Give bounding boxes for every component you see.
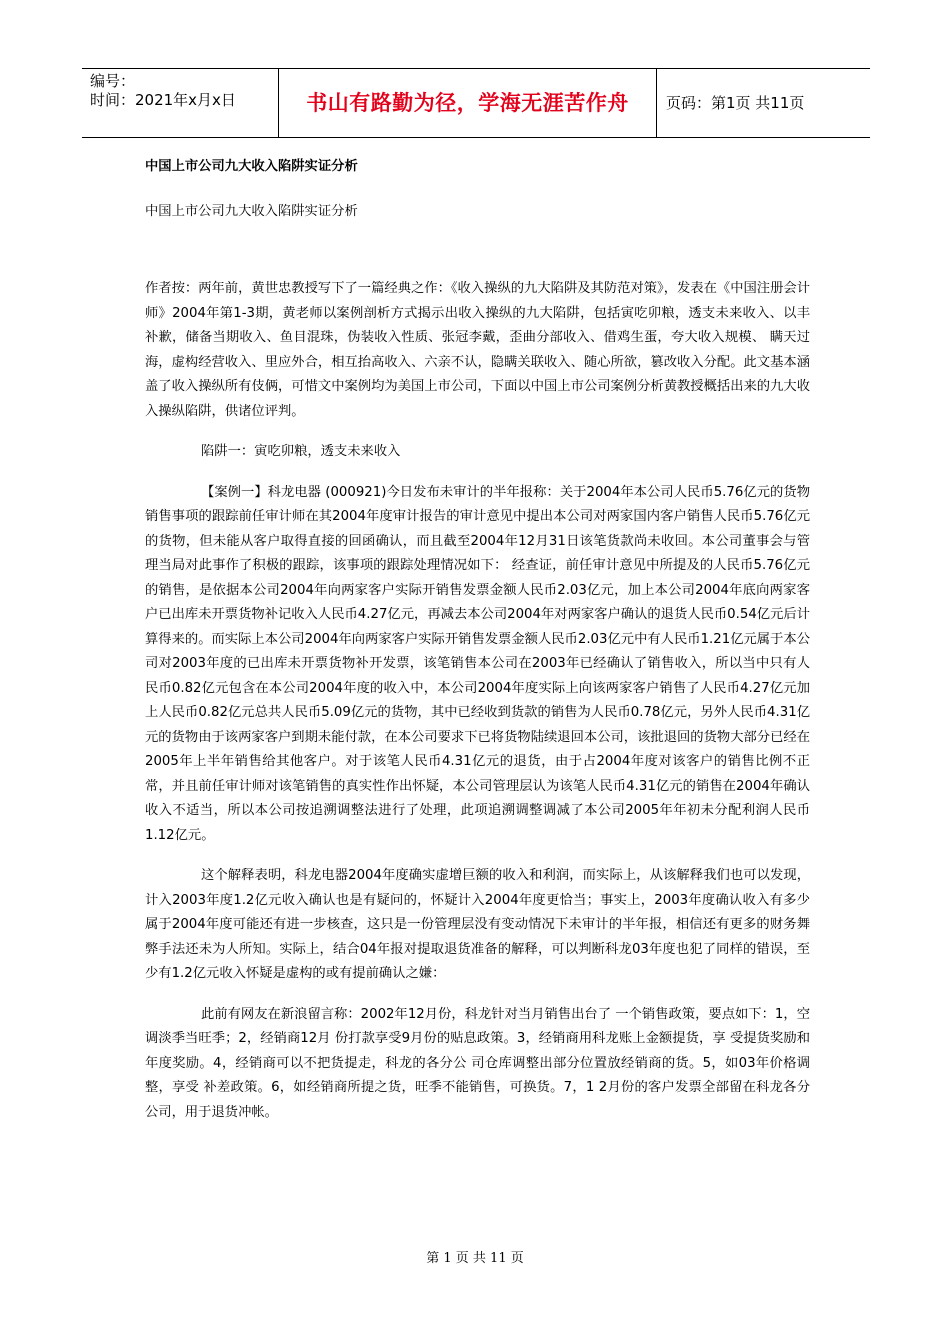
document-body — [145, 155, 810, 1125]
header-motto: 书山有路勤为径，学海无涯苦作舟 — [306, 91, 629, 115]
document-title-bold: 中国上市公司九大收入陷阱实证分析 — [145, 159, 358, 174]
header-meta — [90, 72, 270, 110]
header-divider-right — [656, 69, 657, 137]
paragraph-analysis: 这个解释表明，科龙电器2004年度确实虚增巨额的收入和利润，而实际上，从该解释我们也可以发现，计入2003年度1.2亿元收入确认也是有疑问的，怀疑计入2004年度更恰当；事实上，2003年度确认收入有多少属于2004年度可能还有进一步核查，这只是一份管理层没有变动情况下未审计的半年报，相信还有更多的财务舞弊手法还未为人所知。实际上，结合04年报对提取退货准备的解释，可以判断科龙03年度也犯了同样的错误，至少有1.2亿元收入怀疑是虚构的或有提前确认之嫌： — [145, 868, 810, 981]
section-heading-trap-one: 陷阱一：寅吃卯粮，透支未来收入 — [201, 444, 401, 459]
paragraph-case-one: 【案例一】科龙电器 (000921)今日发布未审计的半年报称：关于2004年本公司人民币5.76亿元的货物销售事项的跟踪前任审计师在其2004年度审计报告的审计意见中提出本公司对两家国内客户销售人民币5.76亿元的货物，但未能从客户取得直接的回函确认，而且截至2004年12月31日该笔货款尚未收回。本公司董事会与管理当局对此事作了积极的跟踪，该事项的跟踪处理情况如下： 经查证，前任审计意见中所提及的人民币5.76亿元的销售，是依据本公司2004年向两家客户实际开销售发票金额人民币2.03亿元，加上本公司2004年底向两家客户已出库未开票货物补记收入人民币4.27亿元，再减去本公司2004年对两家客户确认的退货人民币0.54亿元后计算得来的。而实际上本公司2004年向两家客户实际开销售发票金额人民币2.03亿元中有人民币1.21亿元属于本公司对2003年度的已出库未开票货物补开发票，该笔销售本公司在2003年已经确认了销售收入，所以当中只有人民币0.82亿元包含在本公司2004年度的收入中，本公司2004年度实际上向该两家客户销售了人民币4.27亿元加上人民币0.82亿元总共人民币5.09亿元的货物，其中已经收到货款的销售为人民币0.78亿元，另外人民币4.31亿元的货物由于该两家客户到期未能付款，在本公司要求下已将货物陆续退回本公司，该批退回的货物大部分已经在2005年上半年销售给其他客户。对于该笔人民币4.31亿元的退货，由于占2004年度对该客户的销售比例不正常，并且前任审计师对该笔销售的真实性作出怀疑，本公司管理层认为该笔人民币4.31亿元的销售在2004年确认收入不适当，所以本公司按追溯调整法进行了处理，此项追溯调整调减了本公司2005年年初未分配利润人民币1.12亿元。 — [145, 484, 810, 843]
document-time-label: 时间：2021年x月x日 — [90, 91, 236, 109]
page-footer: 第 1 页 共 11 页 — [426, 1251, 524, 1266]
document-title: 中国上市公司九大收入陷阱实证分析 — [145, 203, 358, 219]
paragraph-netizen-comment: 此前有网友在新浪留言称：2002年12月份，科龙针对当月销售出台了 一个销售政策，要点如下：1，空调淡季当旺季；2，经销商12月 份打款享受9月份的贴息政策。3，经销商用科龙账上金额提货，享 受提货奖励和年度奖励。4，经销商可以不把货提走，科龙的各分公 司仓库调整出部分位置放经销商的货。5，如03年价格调整，享受 补差政策。6，如经销商所提之货，旺季不能销售，可换货。7，1 2月份的客户发票全部留在科龙各分公司，用于退货冲帐。 — [145, 1006, 810, 1120]
paragraph-author-note: 作者按：两年前，黄世忠教授写下了一篇经典之作：《收入操纵的九大陷阱及其防范对策》，发表在《中国注册会计师》2004年第1-3期，黄老师以案例剖析方式揭示出收入操纵的九大陷阱，包括寅吃卯粮，透支未来收入、以丰补歉，储备当期收入、鱼目混珠，伪装收入性质、张冠李戴，歪曲分部收入、借鸡生蛋，夸大收入规模、 瞒天过海，虚构经营收入、里应外合，相互抬高收入、六亲不认，隐瞒关联收入、随心所欲，篡改收入分配。此文基本涵盖了收入操纵所有伎俩，可惜文中案例均为美国上市公司，下面以中国上市公司案例分析黄教授概括出来的九大收入操纵陷阱，供诸位评判。 — [145, 281, 810, 419]
page-header — [82, 68, 870, 138]
document-code-label: 编号： — [90, 72, 136, 90]
header-page-info: 页码：第1页 共11页 — [666, 94, 805, 112]
